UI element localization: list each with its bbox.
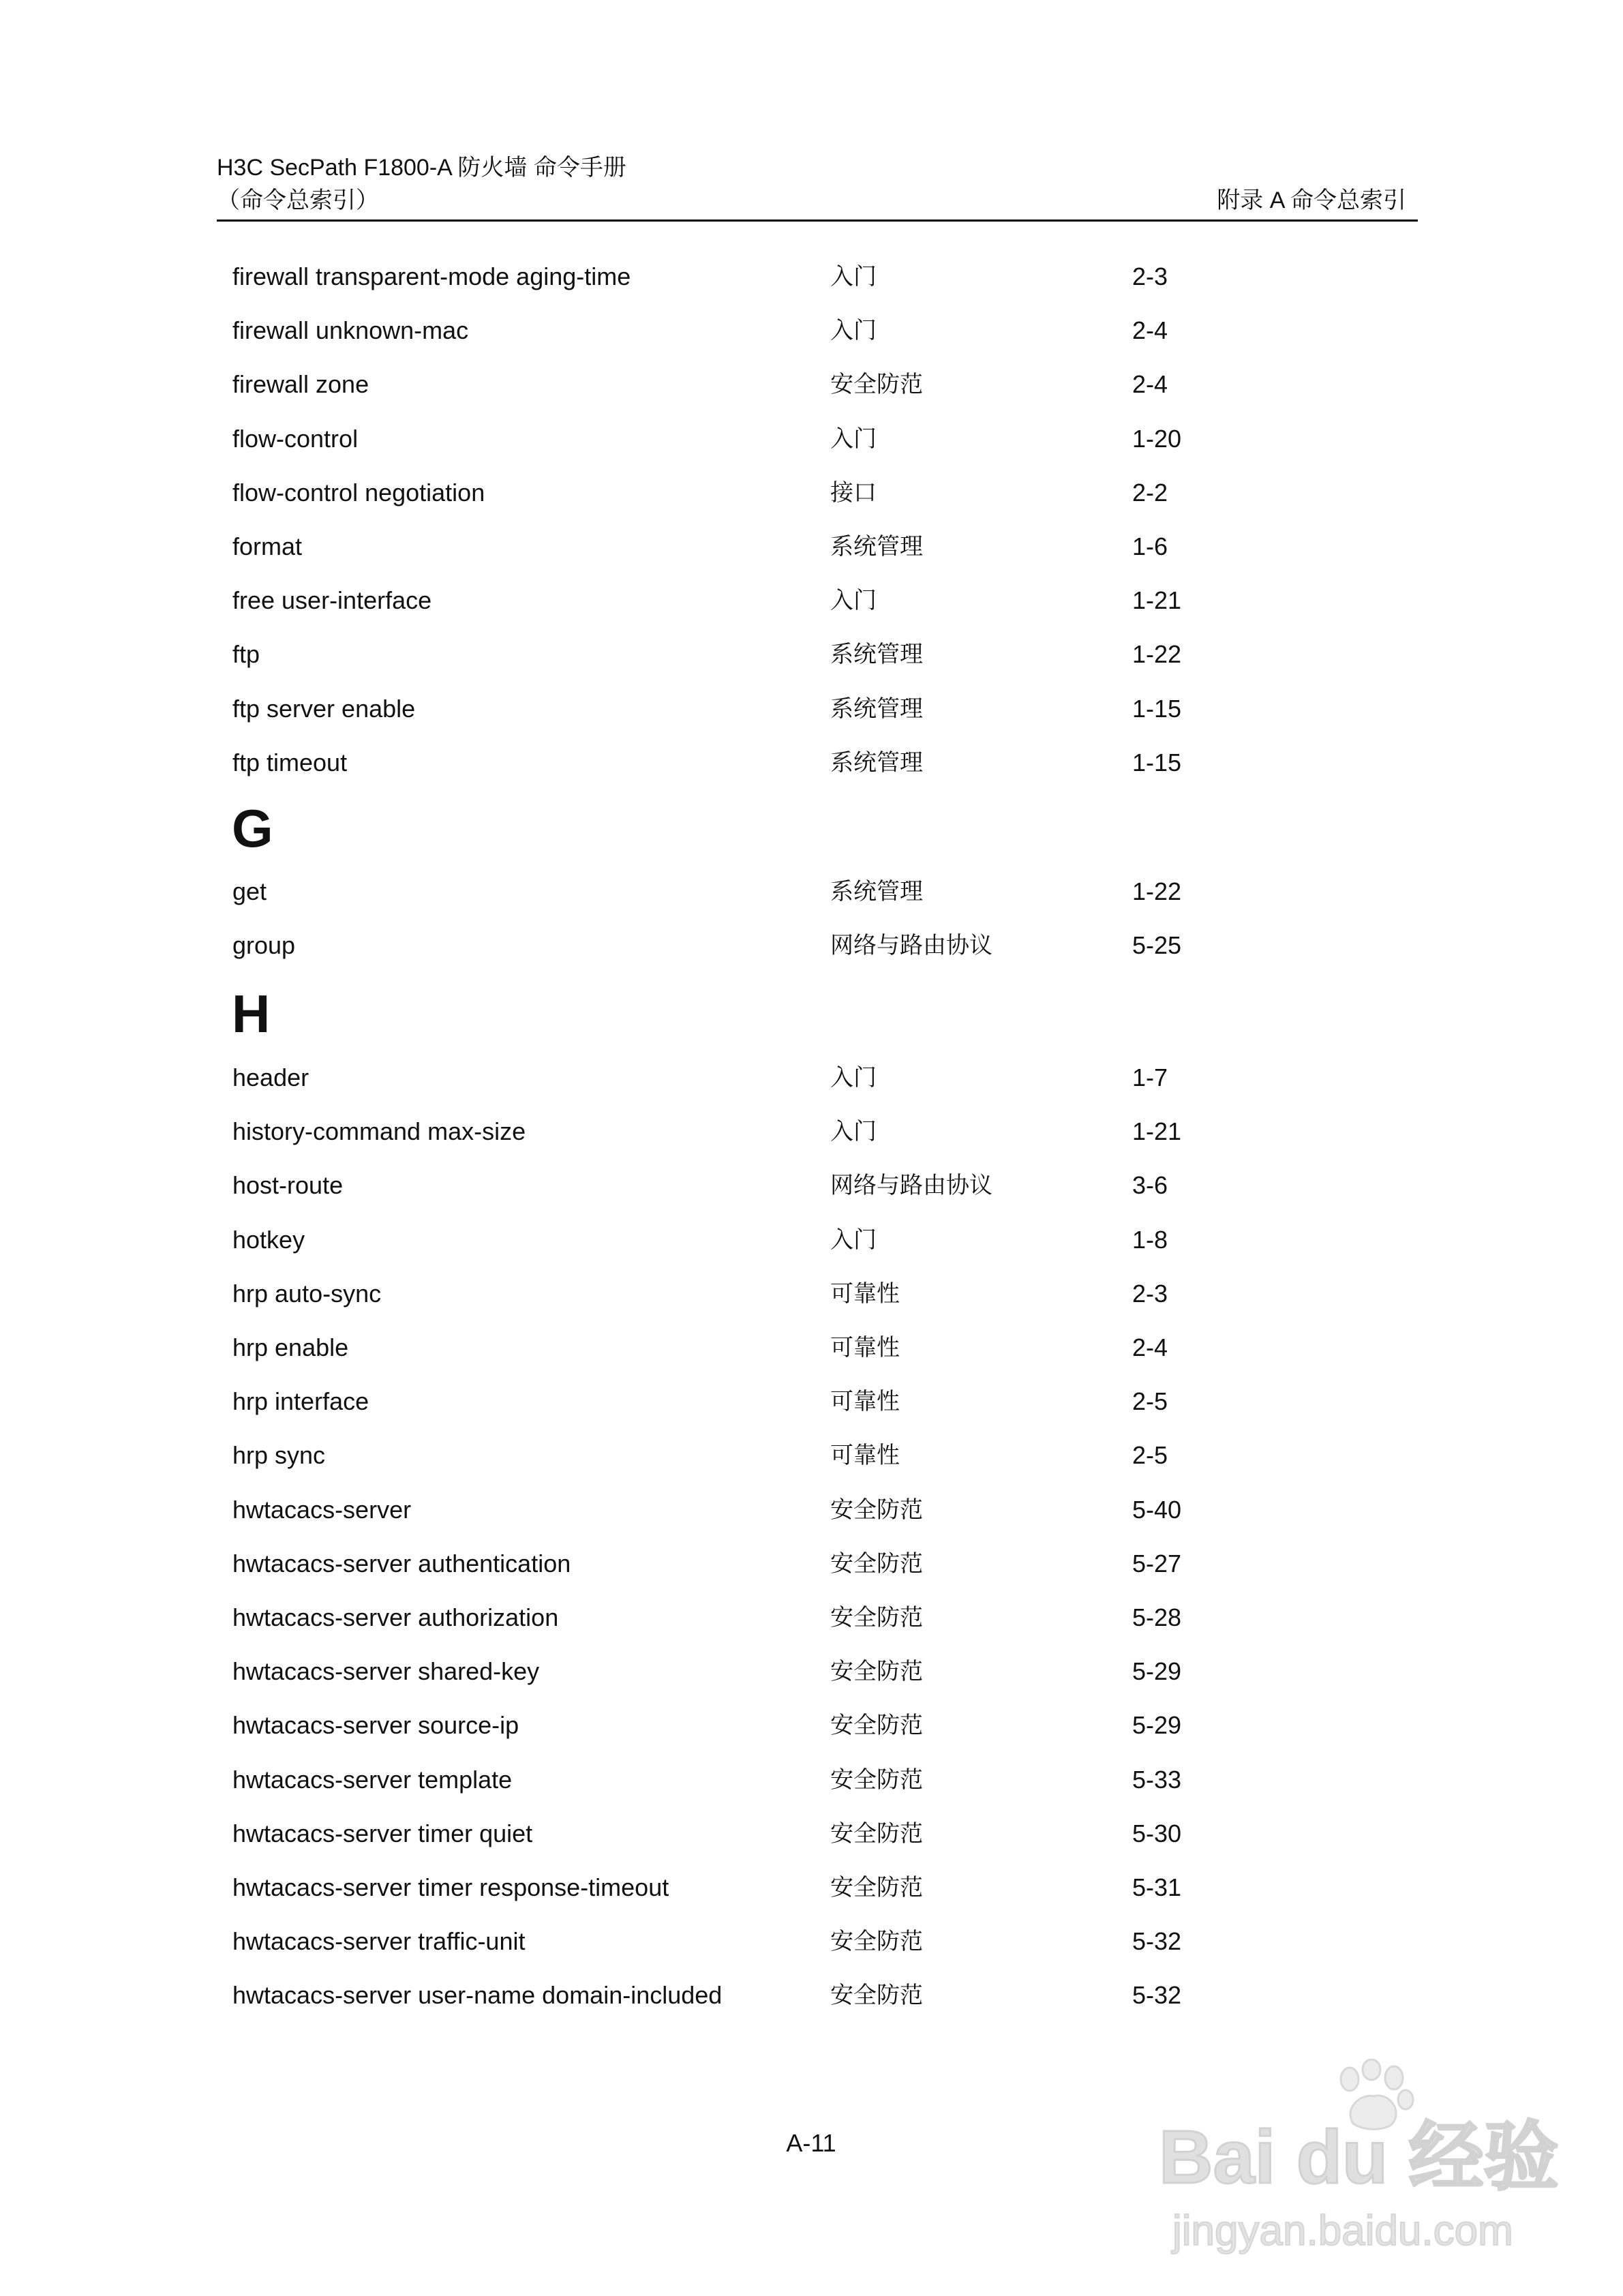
index-row <box>0 1493 1623 1527</box>
baidu-jingyan-watermark <box>1159 2059 1559 2263</box>
command-name: hwtacacs-server template <box>232 1766 513 1794</box>
command-name: group <box>232 931 296 959</box>
index-row <box>0 1061 1623 1095</box>
page-ref: 1-22 <box>1132 877 1182 905</box>
index-row <box>0 1547 1623 1581</box>
module-name: 系统管理 <box>830 695 923 723</box>
index-row <box>0 1331 1623 1365</box>
command-name: hwtacacs-server source-ip <box>232 1711 519 1739</box>
module-name: 网络与路由协议 <box>830 932 992 959</box>
module-name: 安全防范 <box>830 1766 923 1794</box>
module-name: 安全防范 <box>830 1496 923 1524</box>
command-name: ftp <box>232 640 260 668</box>
page-ref: 5-29 <box>1132 1657 1182 1685</box>
page-ref: 1-6 <box>1132 532 1168 560</box>
index-row <box>0 1655 1623 1689</box>
module-name: 可靠性 <box>830 1388 900 1415</box>
module-name: 系统管理 <box>830 878 923 905</box>
page-ref: 1-21 <box>1132 586 1182 614</box>
index-row <box>0 637 1623 671</box>
index-row <box>0 1115 1623 1149</box>
module-name: 系统管理 <box>830 749 923 776</box>
command-name: hwtacacs-server user-name domain-included <box>232 1981 723 2009</box>
page-ref: 3-6 <box>1132 1171 1168 1199</box>
module-name: 入门 <box>830 1226 877 1254</box>
module-name: 可靠性 <box>830 1280 900 1308</box>
index-row <box>0 875 1623 909</box>
index-row <box>0 1708 1623 1742</box>
index-row <box>0 260 1623 294</box>
index-row <box>0 1601 1623 1635</box>
command-name: flow-control <box>232 425 359 453</box>
module-name: 安全防范 <box>830 1928 923 1955</box>
page-ref: 1-21 <box>1132 1117 1182 1145</box>
module-name: 安全防范 <box>830 371 923 398</box>
command-name: firewall transparent-mode aging-time <box>232 262 631 290</box>
command-name: firewall unknown-mac <box>232 316 469 344</box>
index-row <box>0 422 1623 456</box>
module-name: 安全防范 <box>830 1874 923 1901</box>
command-name: hotkey <box>232 1226 305 1254</box>
index-row <box>0 476 1623 510</box>
command-name: hwtacacs-server timer quiet <box>232 1819 533 1847</box>
command-name: hwtacacs-server shared-key <box>232 1657 540 1685</box>
index-row <box>0 1168 1623 1203</box>
index-row <box>0 1871 1623 1905</box>
module-name: 安全防范 <box>830 1820 923 1847</box>
module-name: 安全防范 <box>830 1550 923 1577</box>
command-name: header <box>232 1063 309 1091</box>
command-name: flow-control negotiation <box>232 479 485 507</box>
page-ref: 2-5 <box>1132 1387 1168 1415</box>
module-name: 接口 <box>830 479 877 507</box>
page-ref: 2-4 <box>1132 316 1168 344</box>
module-name: 安全防范 <box>830 1982 923 2009</box>
module-name: 入门 <box>830 587 877 614</box>
watermark-logo-text: Bai du 经验 <box>1159 2115 1559 2199</box>
command-name: get <box>232 877 267 905</box>
module-name: 入门 <box>830 263 877 290</box>
index-row <box>0 1817 1623 1851</box>
module-name: 系统管理 <box>830 641 923 668</box>
page-number: A-11 <box>786 2129 836 2157</box>
page-ref: 5-31 <box>1132 1873 1182 1901</box>
header-right-title: 附录 A 命令总索引 <box>1217 187 1406 213</box>
index-row <box>0 1385 1623 1419</box>
index-row <box>0 1223 1623 1257</box>
module-name: 可靠性 <box>830 1334 900 1361</box>
index-row <box>0 692 1623 726</box>
page-ref: 2-4 <box>1132 1333 1168 1361</box>
index-row <box>0 1277 1623 1311</box>
command-name: host-route <box>232 1171 344 1199</box>
module-name: 入门 <box>830 1064 877 1091</box>
page-ref: 5-32 <box>1132 1981 1182 2009</box>
index-row <box>0 1924 1623 1959</box>
module-name: 入门 <box>830 317 877 344</box>
page-ref: 2-2 <box>1132 479 1168 507</box>
index-row <box>0 530 1623 564</box>
watermark-url: jingyan.baidu.com <box>1172 2207 1513 2254</box>
command-name: firewall zone <box>232 370 369 398</box>
command-name: hrp auto-sync <box>232 1280 382 1308</box>
page-ref: 5-33 <box>1132 1766 1182 1794</box>
page-ref: 2-3 <box>1132 1280 1168 1308</box>
module-name: 入门 <box>830 1118 877 1145</box>
command-name: hwtacacs-server authorization <box>232 1603 559 1631</box>
header-title: H3C SecPath F1800-A 防火墙 命令手册 <box>217 155 626 181</box>
command-name: hwtacacs-server traffic-unit <box>232 1927 526 1955</box>
module-name: 可靠性 <box>830 1442 900 1469</box>
section-letter-g: G <box>232 798 273 858</box>
index-row <box>0 367 1623 402</box>
page-ref: 5-30 <box>1132 1819 1182 1847</box>
module-name: 安全防范 <box>830 1658 923 1685</box>
header-rule <box>217 220 1418 222</box>
page-ref: 5-27 <box>1132 1550 1182 1577</box>
command-name: ftp timeout <box>232 749 348 776</box>
header-subtitle: （命令总索引） <box>217 187 379 213</box>
index-row <box>0 746 1623 780</box>
page-ref: 2-3 <box>1132 262 1168 290</box>
page-ref: 1-8 <box>1132 1226 1168 1254</box>
index-row <box>0 314 1623 348</box>
module-name: 入门 <box>830 425 877 453</box>
command-name: hrp enable <box>232 1333 349 1361</box>
page-ref: 1-15 <box>1132 749 1182 776</box>
section-letter-h: H <box>232 984 271 1044</box>
page-ref: 2-5 <box>1132 1441 1168 1469</box>
command-name: hwtacacs-server timer response-timeout <box>232 1873 669 1901</box>
page-ref: 1-20 <box>1132 425 1182 453</box>
index-row <box>0 1438 1623 1472</box>
page-ref: 5-40 <box>1132 1496 1182 1524</box>
command-name: hwtacacs-server <box>232 1496 412 1524</box>
module-name: 系统管理 <box>830 533 923 560</box>
index-row <box>0 1978 1623 2012</box>
command-name: hrp sync <box>232 1441 326 1469</box>
module-name: 安全防范 <box>830 1604 923 1631</box>
page-ref: 1-22 <box>1132 640 1182 668</box>
page-ref: 5-29 <box>1132 1711 1182 1739</box>
module-name: 网络与路由协议 <box>830 1172 992 1199</box>
index-row <box>0 584 1623 618</box>
page-ref: 5-32 <box>1132 1927 1182 1955</box>
command-name: format <box>232 532 303 560</box>
command-name: history-command max-size <box>232 1117 526 1145</box>
command-name: hrp interface <box>232 1387 369 1415</box>
page-ref: 5-28 <box>1132 1603 1182 1631</box>
page-ref: 1-7 <box>1132 1063 1168 1091</box>
module-name: 安全防范 <box>830 1712 923 1739</box>
command-name: free user-interface <box>232 586 432 614</box>
index-row <box>0 928 1623 963</box>
page-ref: 5-25 <box>1132 931 1182 959</box>
index-row <box>0 1763 1623 1797</box>
page-ref: 2-4 <box>1132 370 1168 398</box>
command-name: ftp server enable <box>232 695 416 723</box>
page-ref: 1-15 <box>1132 695 1182 723</box>
command-name: hwtacacs-server authentication <box>232 1550 571 1577</box>
